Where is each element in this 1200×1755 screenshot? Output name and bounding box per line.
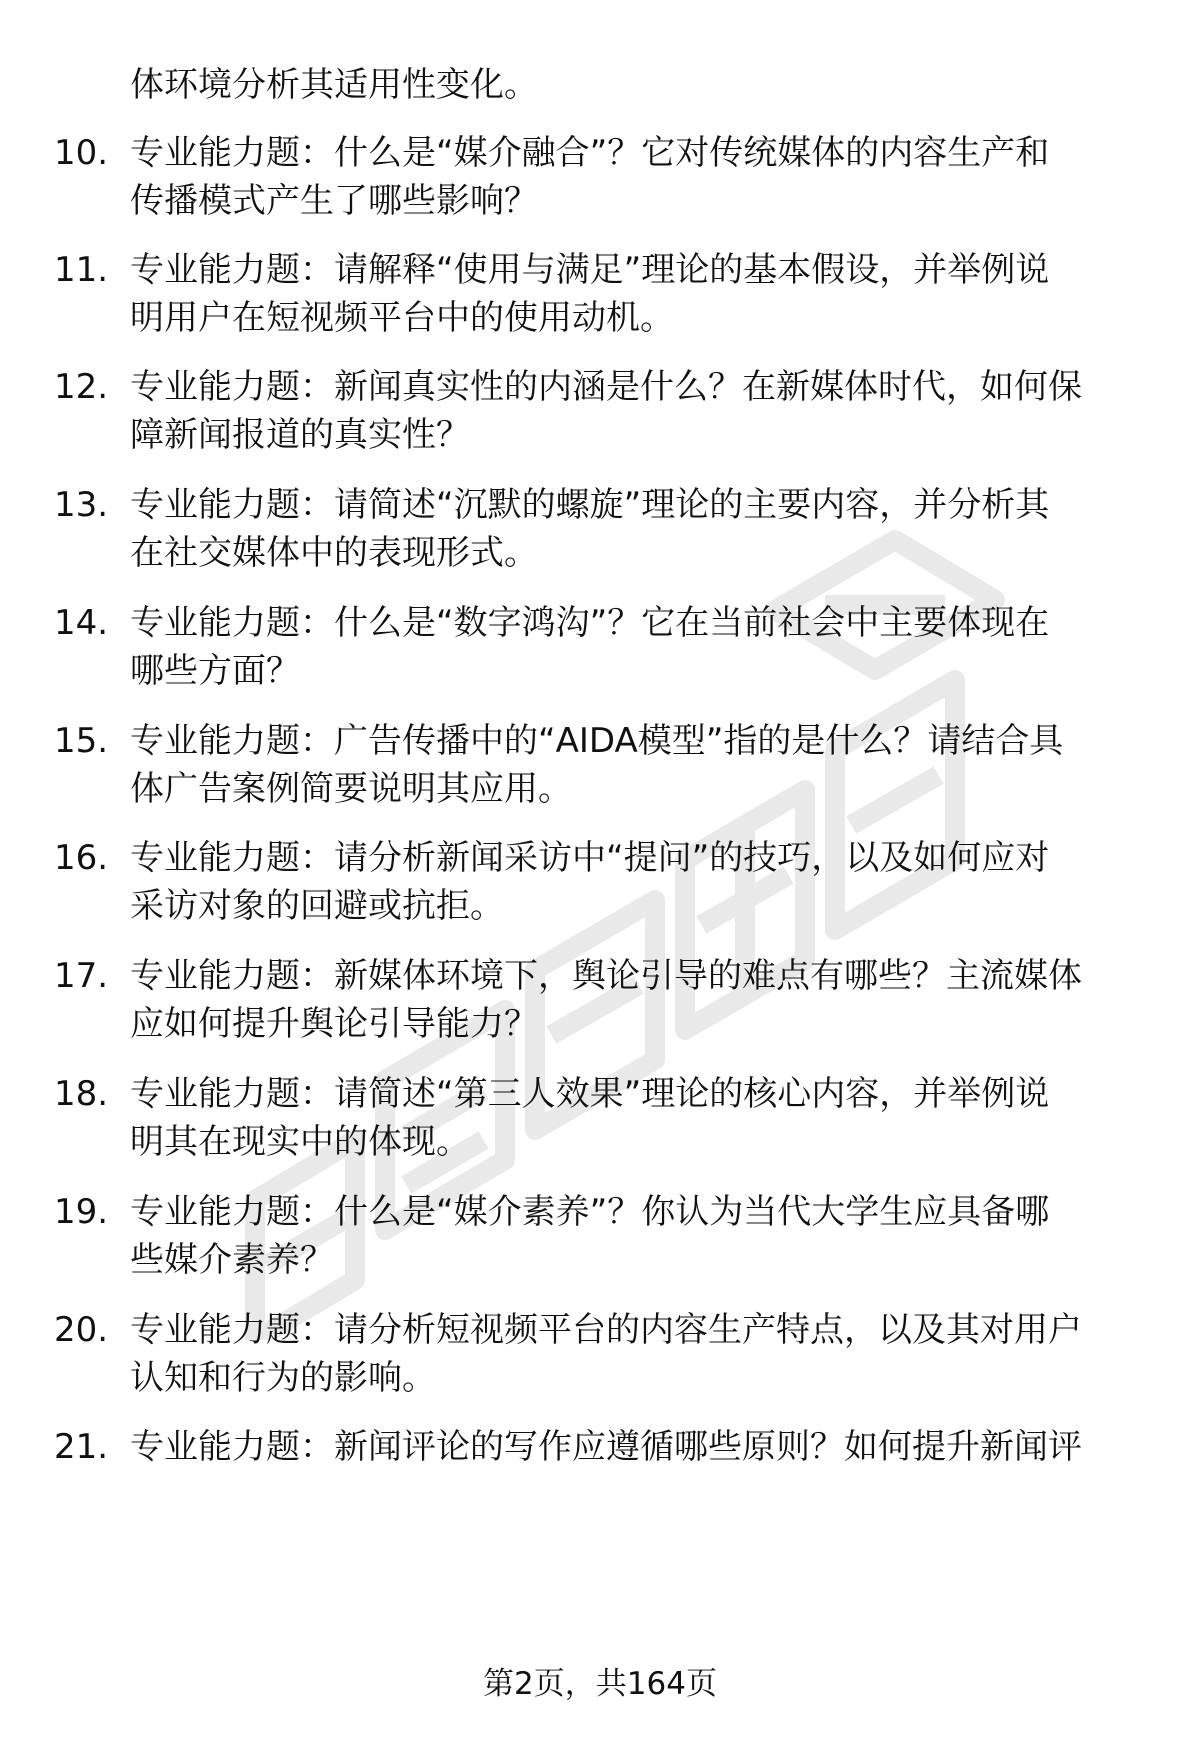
question-number: 20. bbox=[54, 1310, 109, 1350]
question-number: 19. bbox=[54, 1192, 109, 1232]
question-number: 14. bbox=[54, 603, 109, 643]
question-text: 专业能力题：什么是“媒介融合”？它对传统媒体的内容生产和 传播模式产生了哪些影响？ bbox=[130, 133, 1050, 221]
question-number: 10. bbox=[54, 133, 109, 173]
question-number: 17. bbox=[54, 956, 109, 996]
question-text: 专业能力题：新闻评论的写作应遵循哪些原则？如何提升新闻评 bbox=[130, 1427, 1082, 1467]
question-text: 专业能力题：请简述“第三人效果”理论的核心内容，并举例说 明其在现实中的体现。 bbox=[130, 1074, 1050, 1162]
question-text: 专业能力题：请简述“沉默的螺旋”理论的主要内容，并分析其 在社交媒体中的表现形式。 bbox=[130, 485, 1050, 573]
question-number: 12. bbox=[54, 367, 109, 407]
question-text: 专业能力题：新闻真实性的内涵是什么？在新媒体时代，如何保 障新闻报道的真实性？ bbox=[130, 367, 1082, 455]
question-number: 15. bbox=[54, 721, 109, 761]
continuation-text: 体环境分析其适用性变化。 bbox=[130, 65, 538, 105]
question-number: 18. bbox=[54, 1074, 109, 1114]
question-text: 专业能力题：广告传播中的“AIDA模型”指的是什么？请结合具 体广告案例简要说明其应用。 bbox=[130, 721, 1064, 809]
question-text: 专业能力题：新媒体环境下，舆论引导的难点有哪些？主流媒体 应如何提升舆论引导能力？ bbox=[130, 956, 1082, 1044]
question-text: 专业能力题：什么是“媒介素养”？你认为当代大学生应具备哪 些媒介素养？ bbox=[130, 1192, 1050, 1280]
question-text: 专业能力题：请分析短视频平台的内容生产特点，以及其对用户 认知和行为的影响。 bbox=[130, 1310, 1082, 1398]
question-number: 21. bbox=[54, 1427, 109, 1467]
question-text: 专业能力题：请分析新闻采访中“提问”的技巧，以及如何应对 采访对象的回避或抗拒。 bbox=[130, 838, 1050, 926]
question-number: 11. bbox=[54, 250, 109, 290]
question-text: 专业能力题：什么是“数字鸿沟”？它在当前社会中主要体现在 哪些方面？ bbox=[130, 603, 1050, 691]
question-number: 16. bbox=[54, 838, 109, 878]
question-number: 13. bbox=[54, 485, 109, 525]
page-footer: 第2页，共164页 bbox=[483, 1666, 717, 1702]
question-text: 专业能力题：请解释“使用与满足”理论的基本假设，并举例说 明用户在短视频平台中的使用动机。 bbox=[130, 250, 1050, 338]
